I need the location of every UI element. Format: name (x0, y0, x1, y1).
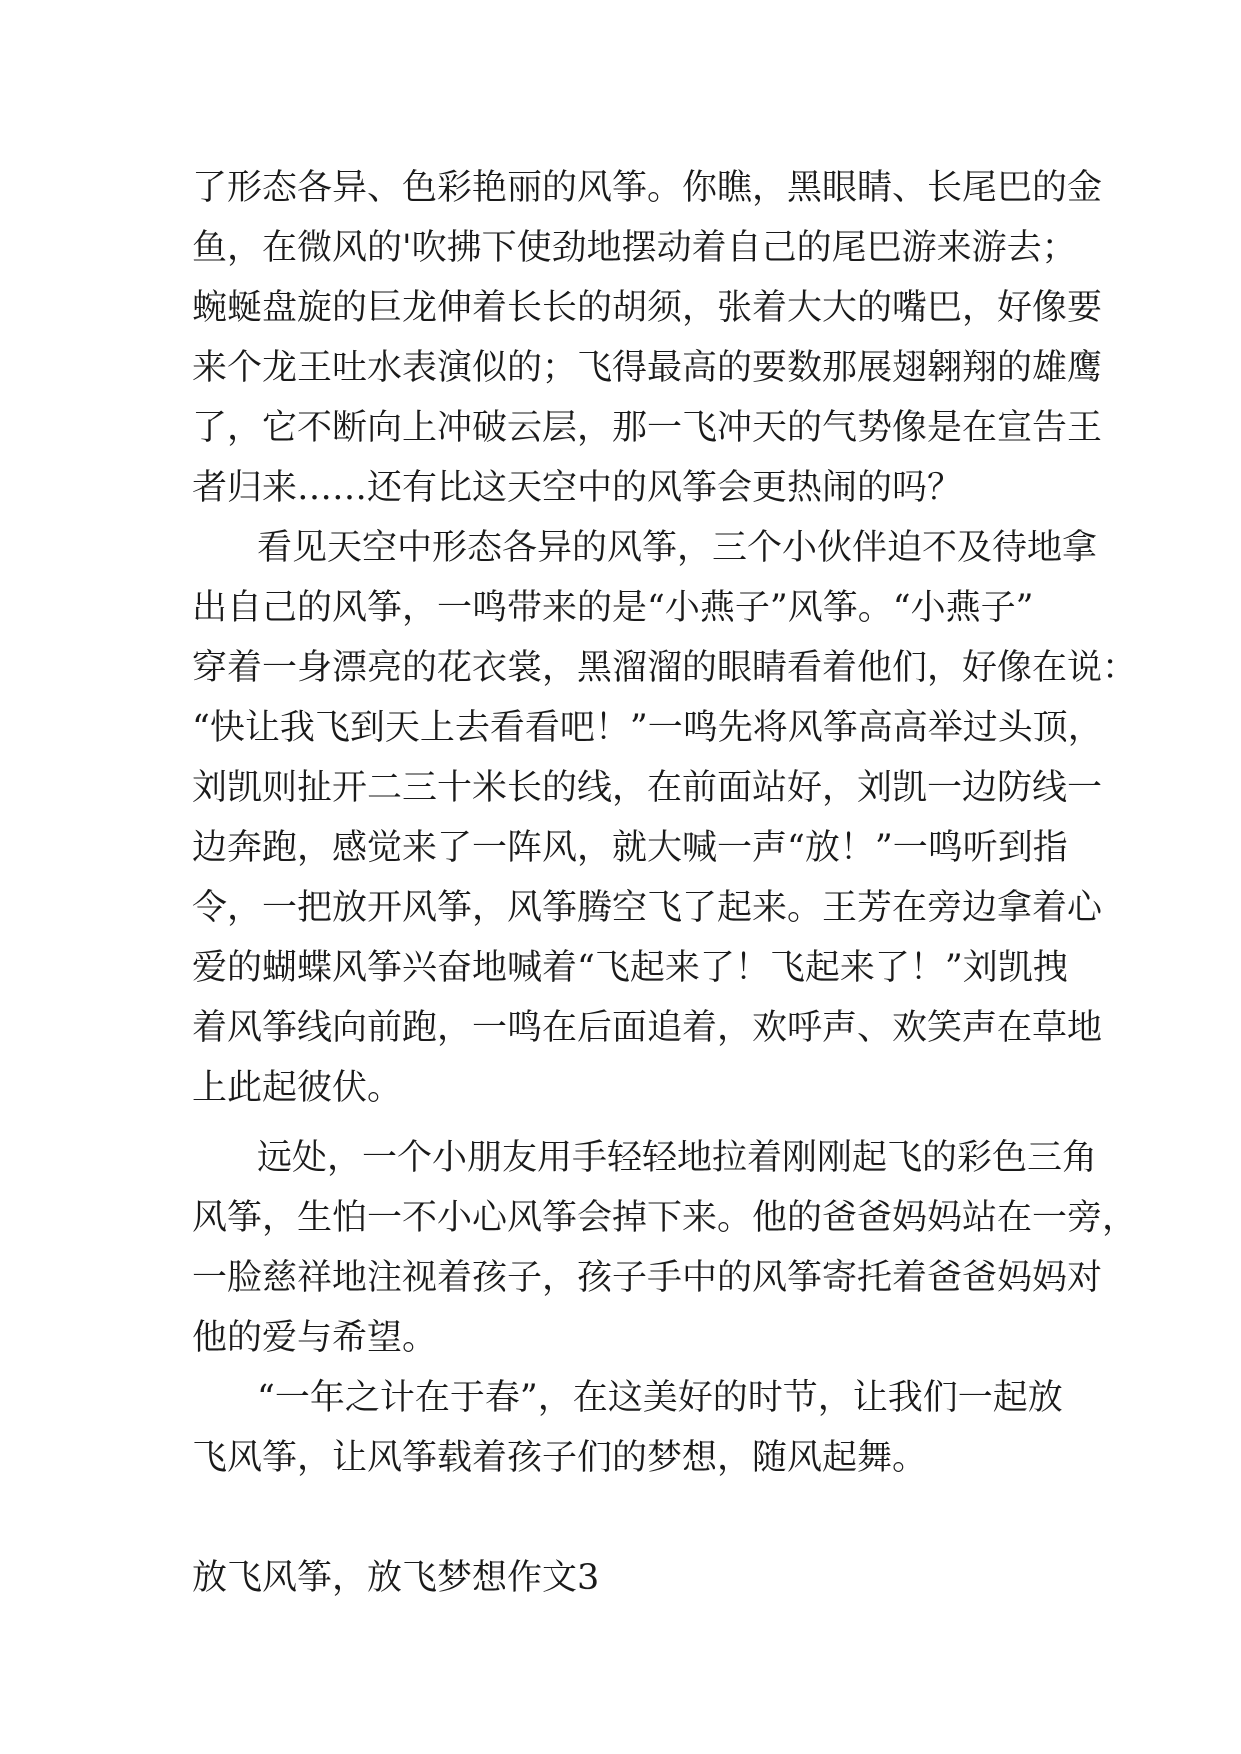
paragraph-line: “一年之计在于春”，在这美好的时节，让我们一起放 (257, 1378, 1063, 1418)
paragraph-line: 边奔跑，感觉来了一阵风，就大喊一声“放！”一鸣听到指 (192, 828, 1068, 868)
paragraph-line: 穿着一身漂亮的花衣裳，黑溜溜的眼睛看着他们，好像在说： (192, 648, 1138, 688)
section-heading: 放飞风筝，放飞梦想作文3 (192, 1558, 600, 1598)
paragraph-line: 爱的蝴蝶风筝兴奋地喊着“飞起来了！飞起来了！”刘凯拽 (192, 948, 1068, 988)
paragraph-line: 刘凯则扯开二三十米长的线，在前面站好，刘凯一边防线一 (192, 768, 1103, 808)
paragraph-line: 鱼，在微风的'吹拂下使劲地摆动着自己的尾巴游来游去； (192, 228, 1077, 268)
paragraph-line: 着风筝线向前跑，一鸣在后面追着，欢呼声、欢笑声在草地 (192, 1008, 1103, 1048)
paragraph-line: 了形态各异、色彩艳丽的风筝。你瞧，黑眼睛、长尾巴的金 (192, 168, 1103, 208)
paragraph-line: 风筝，生怕一不小心风筝会掉下来。他的爸爸妈妈站在一旁， (192, 1198, 1138, 1238)
paragraph-line: 一脸慈祥地注视着孩子，孩子手中的风筝寄托着爸爸妈妈对 (192, 1258, 1103, 1298)
paragraph-line: 他的爱与希望。 (192, 1318, 438, 1358)
paragraph-line: 看见天空中形态各异的风筝，三个小伙伴迫不及待地拿 (257, 528, 1098, 568)
paragraph-line: 上此起彼伏。 (192, 1068, 403, 1108)
paragraph-line: 令，一把放开风筝，风筝腾空飞了起来。王芳在旁边拿着心 (192, 888, 1103, 928)
paragraph-line: 者归来……还有比这天空中的风筝会更热闹的吗？ (192, 468, 963, 508)
paragraph-line: “快让我飞到天上去看看吧！”一鸣先将风筝高高举过头顶， (192, 708, 1103, 748)
paragraph-line: 出自己的风筝，一鸣带来的是“小燕子”风筝。“小燕子” (192, 588, 1034, 628)
paragraph-line: 来个龙王吐水表演似的；飞得最高的要数那展翅翱翔的雄鹰 (192, 348, 1103, 388)
paragraph-line: 了，它不断向上冲破云层，那一飞冲天的气势像是在宣告王 (192, 408, 1103, 448)
paragraph-line: 远处，一个小朋友用手轻轻地拉着刚刚起飞的彩色三角 (257, 1138, 1098, 1178)
paragraph-line: 飞风筝，让风筝载着孩子们的梦想，随风起舞。 (192, 1438, 928, 1478)
paragraph-line: 蜿蜒盘旋的巨龙伸着长长的胡须，张着大大的嘴巴，好像要 (192, 288, 1103, 328)
